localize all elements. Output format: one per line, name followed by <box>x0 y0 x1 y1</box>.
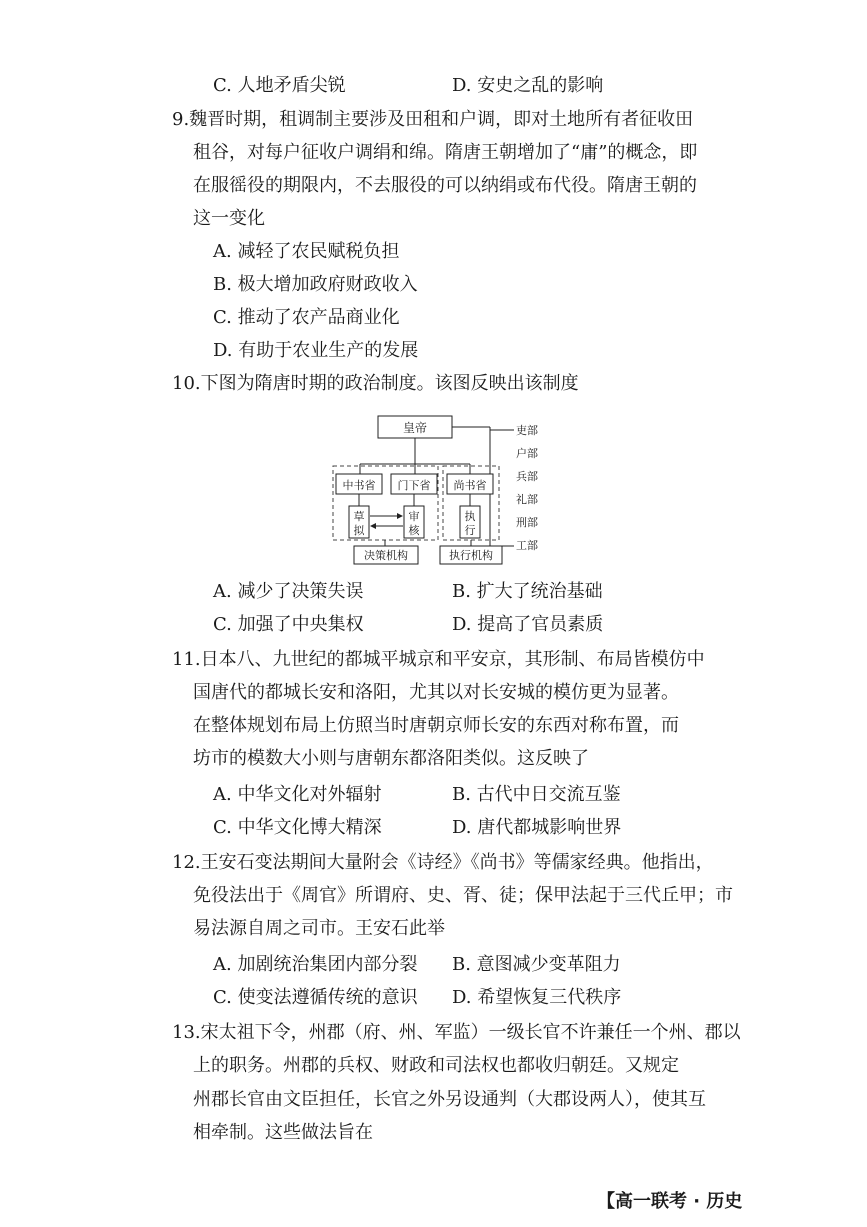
draft-label-1: 草 <box>353 510 365 523</box>
ministry-label: 工部 <box>516 539 538 552</box>
q9-stem-line-3: 在服徭役的期限内，不去服役的可以纳绢或布代役。隋唐王朝的 <box>193 175 697 196</box>
ministry-label: 兵部 <box>516 470 538 483</box>
q9-stem-line-2: 租谷，对每户征收户调绢和绵。隋唐王朝增加了“庸”的概念，即 <box>193 142 698 163</box>
q12-stem-line-1: 12.王安石变法期间大量附会《诗经》《尚书》等儒家经典。他指出， <box>172 852 714 873</box>
political-system-diagram <box>330 410 550 570</box>
menxia-label: 门下省 <box>397 479 431 492</box>
q10-option-a: A. 减少了决策失误 <box>213 581 364 602</box>
q10-stem: 10.下图为隋唐时期的政治制度。该图反映出该制度 <box>172 373 579 394</box>
q8-option-d: D. 安史之乱的影响 <box>452 75 604 96</box>
ministry-label: 户部 <box>516 447 538 460</box>
q11-stem-line-4: 坊市的模数大小则与唐朝东都洛阳类似。这反映了 <box>193 748 589 769</box>
q11-option-a: A. 中华文化对外辐射 <box>213 784 382 805</box>
q13-stem-line-2: 上的职务。州郡的兵权、财政和司法权也都收归朝廷。又规定 <box>193 1055 679 1076</box>
q9-option-d: D. 有助于农业生产的发展 <box>213 340 419 361</box>
review-label-2: 核 <box>408 524 420 537</box>
draft-label-2: 拟 <box>353 524 365 537</box>
q9-option-b: B. 极大增加政府财政收入 <box>213 274 418 295</box>
q11-stem-line-3: 在整体规划布局上仿照当时唐朝京师长安的东西对称布置，而 <box>193 715 679 736</box>
q9-option-a: A. 减轻了农民赋税负担 <box>213 241 400 262</box>
q8-option-c: C. 人地矛盾尖锐 <box>213 75 346 96</box>
ministry-label: 礼部 <box>516 493 538 506</box>
emperor-label: 皇帝 <box>402 421 428 435</box>
q10-option-d: D. 提高了官员素质 <box>452 614 604 635</box>
q13-stem-line-3: 州郡长官由文臣担任，长官之外另设通判（大郡设两人），使其互 <box>193 1089 706 1110</box>
q13-stem-line-1: 13.宋太祖下令，州郡（府、州、军监）一级长官不许兼任一个州、郡以 <box>172 1022 741 1043</box>
q9-stem-line-1: 9.魏晋时期，租调制主要涉及田租和户调，即对土地所有者征收田 <box>172 109 694 130</box>
q12-option-b: B. 意图减少变革阻力 <box>452 954 621 975</box>
q11-option-c: C. 中华文化博大精深 <box>213 817 382 838</box>
q10-option-c: C. 加强了中央集权 <box>213 614 364 635</box>
q11-stem-line-1: 11.日本八、九世纪的都城平城京和平安京，其形制、布局皆模仿中 <box>172 649 705 670</box>
q9-option-c: C. 推动了农产品商业化 <box>213 307 400 328</box>
zhongshu-label: 中书省 <box>342 479 376 492</box>
ministry-label: 刑部 <box>516 516 538 529</box>
q11-option-d: D. 唐代都城影响世界 <box>452 817 622 838</box>
review-label-1: 审 <box>408 510 420 523</box>
q12-option-d: D. 希望恢复三代秩序 <box>452 987 622 1008</box>
decision-org-label: 决策机构 <box>364 549 408 562</box>
q10-option-b: B. 扩大了统治基础 <box>452 581 603 602</box>
q12-stem-line-2: 免役法出于《周官》所谓府、史、胥、徒；保甲法起于三代丘甲；市 <box>193 885 733 906</box>
q11-option-b: B. 古代中日交流互鉴 <box>452 784 621 805</box>
q12-option-a: A. 加剧统治集团内部分裂 <box>213 954 418 975</box>
q11-stem-line-2: 国唐代的都城长安和洛阳，尤其以对长安城的模仿更为显著。 <box>193 682 679 703</box>
ministry-label: 吏部 <box>516 424 538 437</box>
exec-org-label: 执行机构 <box>449 549 493 562</box>
shangshu-label: 尚书省 <box>453 479 487 492</box>
q12-stem-line-3: 易法源自周之司市。王安石此举 <box>193 918 445 939</box>
q13-stem-line-4: 相牵制。这些做法旨在 <box>193 1122 373 1143</box>
exec-label-1: 执 <box>464 510 476 523</box>
q12-option-c: C. 使变法遵循传统的意识 <box>213 987 418 1008</box>
exec-label-2: 行 <box>464 524 476 537</box>
page-footer: 【高一联考 · 历史 <box>597 1191 743 1212</box>
q9-stem-line-4: 这一变化 <box>193 208 265 229</box>
